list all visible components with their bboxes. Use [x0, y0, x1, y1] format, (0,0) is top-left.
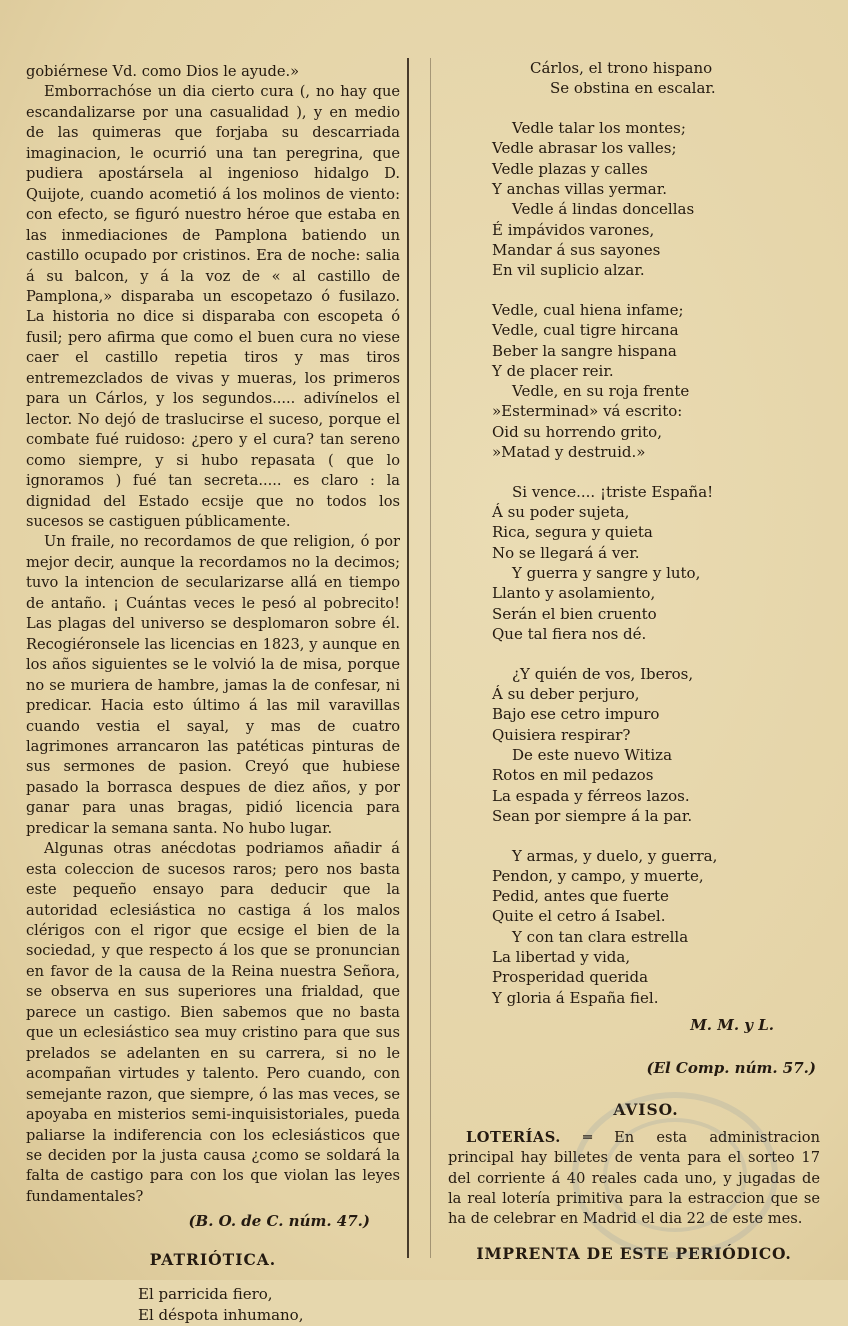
poem-line: Llanto y asolamiento,: [492, 584, 656, 603]
column-rule-faint: [430, 58, 431, 1258]
poem-line: Á su poder sujeta,: [492, 503, 630, 522]
poem-line: Prosperidad querida: [492, 968, 649, 987]
printer-imprint: IMPRENTA DE ESTE PERIÓDICO.: [476, 1244, 792, 1263]
poem-line: »Esterminad» vá escrito:: [492, 402, 683, 421]
poem-stanza: [466, 300, 826, 462]
poem-line: Rotos en mil pedazos: [492, 766, 654, 785]
right-column: [466, 58, 826, 1120]
poem-line: Quite el cetro á Isabel.: [492, 907, 666, 926]
poem-line: »Matad y destruid.»: [492, 443, 646, 462]
poem-line: Vedle á lindas doncellas: [512, 200, 695, 219]
poem-line: Oid su horrendo grito,: [492, 422, 662, 441]
poem-line: Y con tan clara estrella: [512, 927, 689, 946]
poem-line: Y de placer reir.: [492, 361, 614, 380]
poem-line: Y gloria á España fiel.: [492, 988, 659, 1007]
poem-stanza: [466, 118, 826, 280]
aviso-lead: LOTERÍAS.: [466, 1129, 561, 1146]
poem-line: Serán el bien cruento: [492, 604, 657, 623]
poem-line: Bajo ese cetro impuro: [492, 705, 660, 724]
poem-line: Si vence.... ¡triste España!: [512, 482, 714, 501]
section-title: PATRIÓTICA.: [149, 1249, 277, 1269]
poem-stanza: [466, 482, 826, 644]
poem-line: ¿Y quién de vos, Iberos,: [512, 664, 694, 683]
aviso-paragraph: [448, 1128, 820, 1229]
paragraph-cura: Emborrachóse un dia cierto cura (, no hay que escandalizarse por una casualidad ), y en medio de las quimeras que forjaba su descarriada imaginacion, le ocurrió una tan peregrina, que pudiera apostársela al ingenioso hidalgo D. Quijote, cuando acometió á los molinos de viento: con efecto, se figuró nuestro héroe que estaba en las inmediaciones de Pamplona batiendo un castillo ocupado por cristinos. Era de noche: salia á su balcon, y á la voz de « al castillo de Pamplona,» disparaba un escopetazo ó fusilazo. La historia no dice si disparaba con escopeta ó fusil; pero afirma que como el buen cura no viese caer el castillo repetia tiros y mas tiros entremezclados de vivas y mueras, los primeros para un Cárlos, y los segundos..... adivínelos el lector. No dejó de traslucirse el suceso, porque el combate fué ruidoso: ¿pero y el cura? tan sereno como siempre, y si hubo repasata ( que lo ignoramos ) fué tan secreta..... es claro : la dignidad del Estado ecsije que no todos los sucesos se castiguen públicamente.: [26, 83, 400, 530]
poem-line: Mandar á sus sayones: [492, 240, 661, 259]
poem-line: Vedle talar los montes;: [512, 119, 686, 138]
poem-line: Vedle abrasar los valles;: [492, 139, 677, 158]
poem-line: Sean por siempre á la par.: [492, 806, 693, 825]
poem-line: En vil suplicio alzar.: [492, 261, 645, 280]
poem-line: Vedle, cual hiena infame;: [492, 300, 684, 319]
aviso-text: En esta administracion principal hay billetes de venta para el sorteo 17 del corriente á 40 reales cada uno, y jugadas de la real lotería primitiva para la estraccion que se ha de celebrar en Madrid el dia 22 de este mes.: [448, 1129, 820, 1228]
poem-line: Pendon, y campo, y muerte,: [492, 866, 704, 885]
poem-line: El déspota inhumano,: [138, 1306, 304, 1325]
poem-line: No se llegará á ver.: [492, 543, 640, 562]
poem-line: Y guerra y sangre y luto,: [512, 564, 701, 583]
poem-line: De este nuevo Witiza: [512, 745, 673, 764]
poem-line: La espada y férreos lazos.: [492, 786, 690, 805]
column-rule: [407, 58, 409, 1258]
poem-line: Cárlos, el trono hispano: [530, 59, 713, 77]
poem-stanza: [466, 58, 826, 99]
poem-line: Y anchas villas yermar.: [492, 179, 667, 198]
poem-line: Vedle, cual tigre hircana: [492, 321, 679, 340]
poem-line: Rica, segura y quieta: [492, 523, 653, 542]
poem-stanza: [466, 664, 826, 826]
paragraph-fraile: Un fraile, no recordamos de que religion, ó por mejor decir, aunque la recordamos no la decimos; tuvo la intencion de secularizarse allá en tiempo de antaño. ¡ Cuántas veces le pesó al pobrecito! Las plagas del universo se desplomaron sobre él. Recogiéronsele las licencias en 1823, y aunque en los años siguientes se le volvió la de misa, porque no se muriera de hambre, jamas la de confesar, ni predicar. Hacia esto último á las mil varavillas cuando vestia el sayal, y mas de cuatro lagrimones arrancaron las patéticas pinturas de sus sermones de pasion. Creyó que hubiese pasado la borrasca despues de diez años, y por ganar para unas bragas, pidió licencia para predicar la semana santa. No hubo lugar.: [26, 533, 400, 837]
poem-line: Á su deber perjuro,: [492, 685, 640, 704]
poem-line: Se obstina en escalar.: [550, 79, 716, 98]
poem-stanzas: [466, 58, 826, 1008]
poem-line: Beber la sangre hispana: [492, 341, 677, 360]
poem-line: Y armas, y duelo, y guerra,: [512, 846, 718, 865]
aviso-title: AVISO.: [613, 1100, 679, 1120]
paragraph-conclusion: Algunas otras anécdotas podriamos añadir á esta coleccion de sucesos raros; pero nos basta este pequeño ensayo para deducir que la autoridad eclesiástica no castiga á los malos clérigos con el rigor que ecsige el bien de la sociedad, y que respecto á los que se pronuncian en favor de la causa de la Reina nuestra Señora, se observa en sus superiores una frialdad, que parece un castigo. Bien sabemos que no basta que un eclesiástico sea muy cristino para que sus prelados se adelanten en su carrera, si no le acompañan virtudes y talento. Pero cuando, con semejante razon, que siempre, ó las mas veces, se apoyaba en misterios semi-inquisistoriales, pueda paliarse la indiferencia con los eclesiásticos que se deciden por la justa causa ¿como se soldará la falta de castigo para con los que violan las leyes fundamentales?: [26, 840, 400, 1205]
poem-line: El parricida fiero,: [138, 1285, 273, 1304]
poem-start: [26, 1284, 400, 1326]
poem-line: Pedid, antes que fuerte: [492, 887, 669, 906]
poem-line: É impávidos varones,: [492, 220, 655, 239]
poem-line: La libertad y vida,: [492, 948, 631, 967]
poem-signature: M. M. y L.: [690, 1016, 774, 1035]
poem-line: Vedle plazas y calles: [492, 159, 648, 178]
left-column: [26, 62, 400, 1326]
citation-right: (El Comp. núm. 57.): [646, 1058, 816, 1077]
poem-line: Que tal fiera nos dé.: [492, 624, 647, 643]
aviso-dash: ═: [560, 1129, 615, 1146]
poem-line: Vedle, en su roja frente: [512, 382, 690, 401]
citation-left: (B. O. de C. núm. 47.): [188, 1212, 370, 1231]
poem-stanza: [466, 846, 826, 1008]
poem-line: Quisiera respirar?: [492, 725, 631, 744]
aviso-notice: [448, 1128, 820, 1229]
paragraph-opening: gobiérnese Vd. como Dios le ayude.»: [26, 63, 300, 80]
